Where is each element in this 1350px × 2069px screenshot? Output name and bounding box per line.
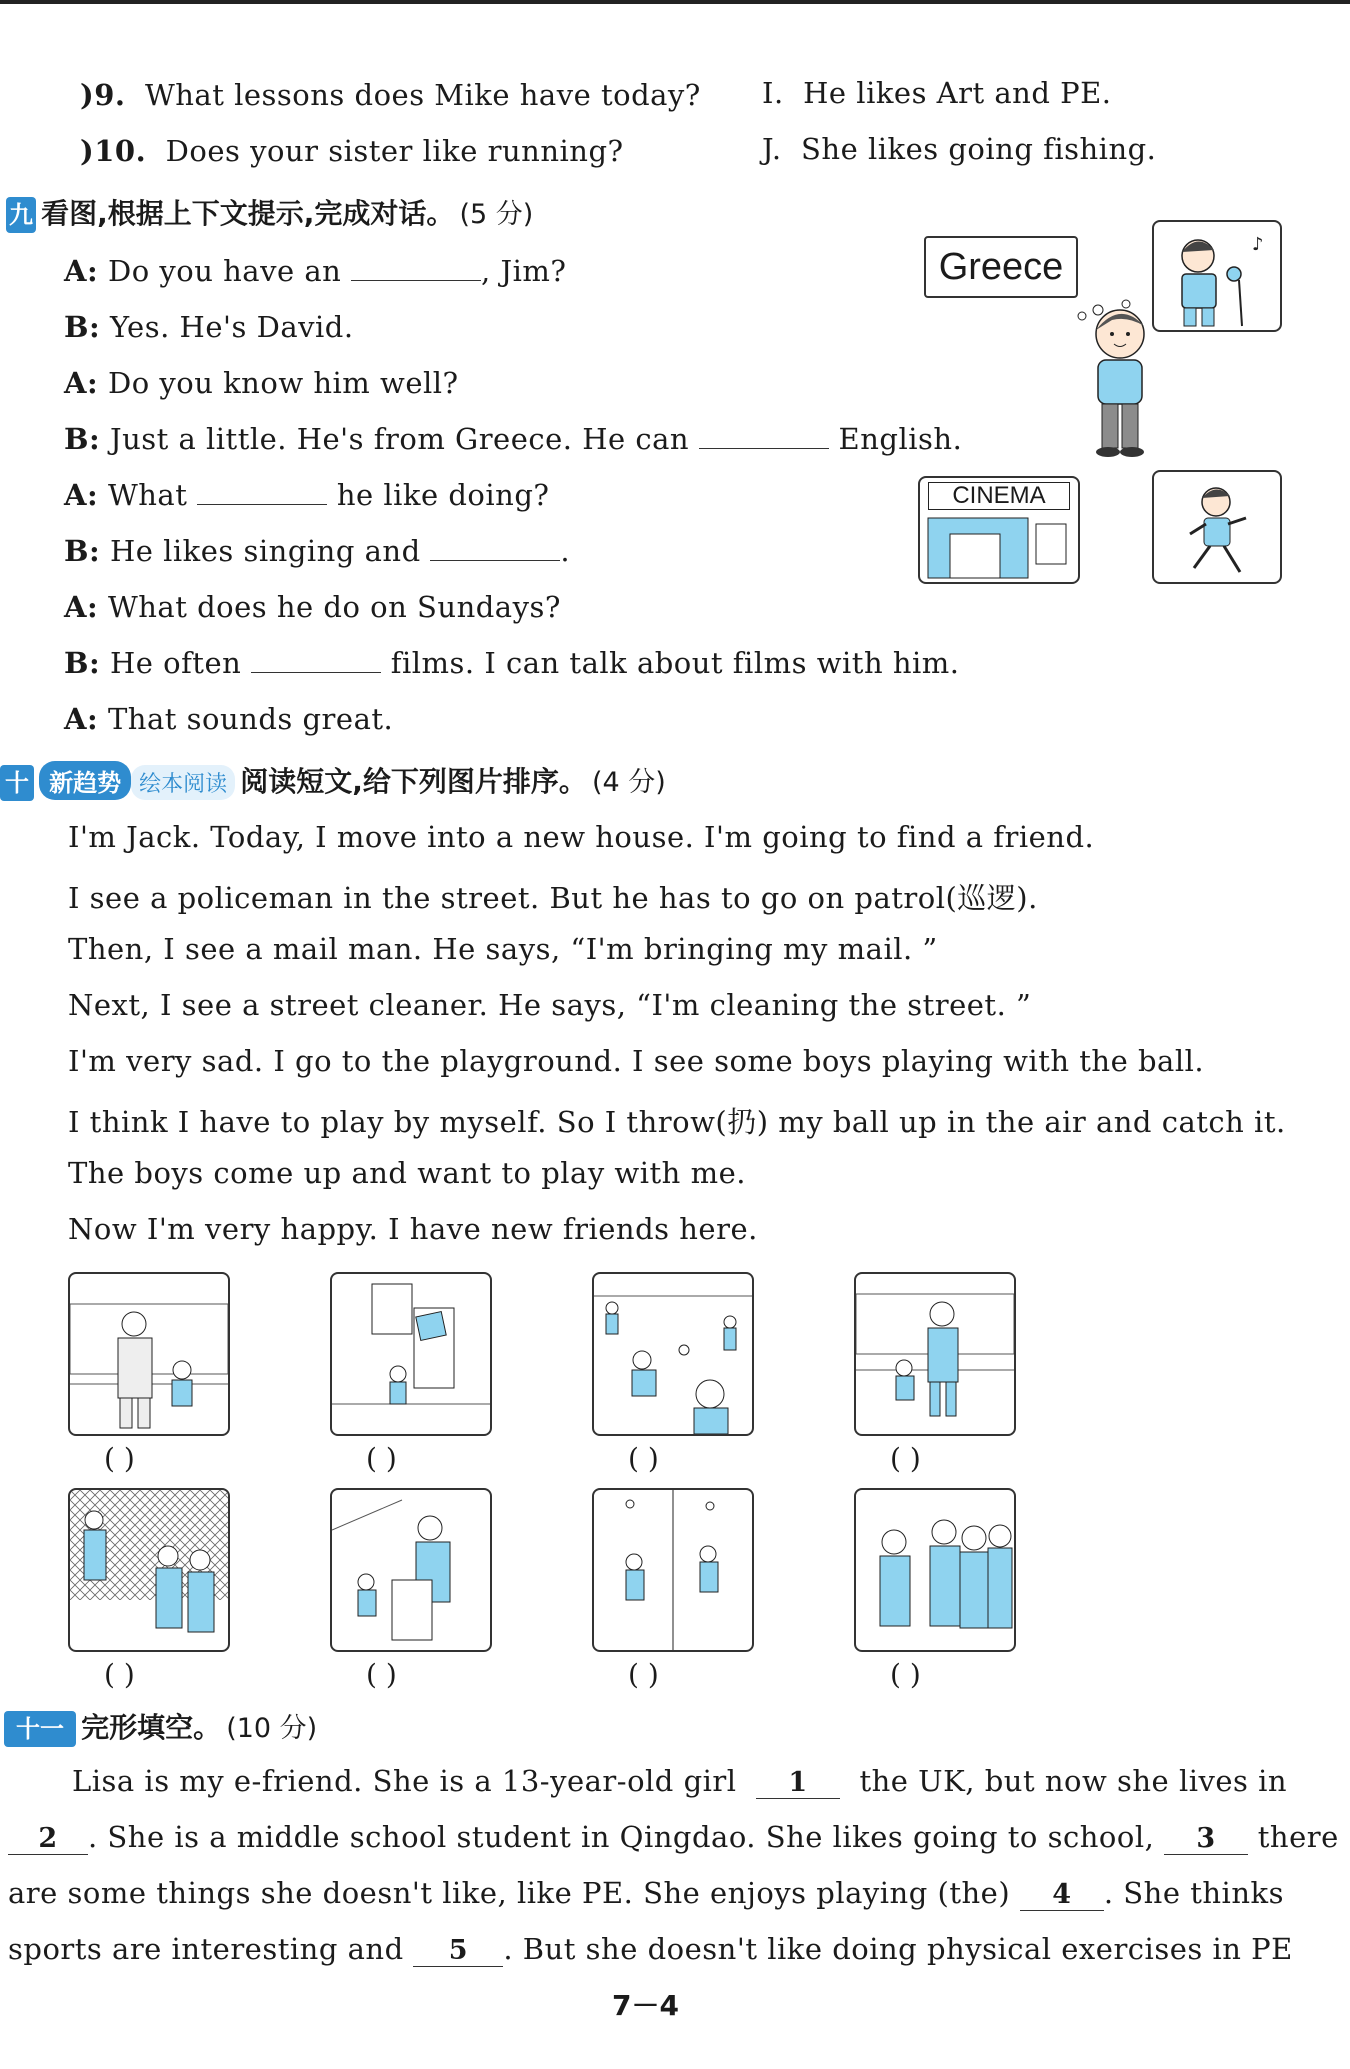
section-10-score: (4 分) <box>591 767 666 798</box>
order-paren-4[interactable]: ( ) <box>890 1442 921 1475</box>
order-paren-3[interactable]: ( ) <box>628 1442 659 1475</box>
running-boy-illustration <box>1154 472 1280 582</box>
picture-playground-boys <box>592 1272 754 1436</box>
greece-sign: Greece <box>924 236 1078 298</box>
svg-text:♪: ♪ <box>1252 234 1264 255</box>
section-11-title: 完形填空。 <box>81 1711 222 1744</box>
page-number: 7－4 <box>612 1989 679 2022</box>
section-9-header <box>6 192 533 233</box>
running-picture <box>1152 470 1282 584</box>
answer-blank-2[interactable] <box>699 422 829 449</box>
dialogue-line-1: A: Do you have an , Jim? <box>64 254 567 288</box>
cloze-line-1: Lisa is my e-friend. She is a 13-year-old girl 1 the UK, but now she lives in <box>72 1764 1288 1798</box>
cloze-blank-5[interactable]: 5 <box>413 1935 503 1967</box>
answer-blank-1[interactable] <box>351 254 481 281</box>
order-paren-7[interactable]: ( ) <box>628 1658 659 1691</box>
passage-line-1: I'm Jack. Today, I move into a new house. I'm going to find a friend. <box>68 820 1095 854</box>
order-paren-1[interactable]: ( ) <box>104 1442 135 1475</box>
top-border <box>0 0 1350 4</box>
passage-line-8: Now I'm very happy. I have new friends here. <box>68 1212 758 1246</box>
cloze-blank-3[interactable]: 3 <box>1164 1823 1248 1855</box>
david-figure <box>1068 296 1168 466</box>
cloze-line-2: 2 . She is a middle school student in Qingdao. She likes going to school, 3 there <box>8 1820 1339 1855</box>
match-answer-j: J. She likes going fishing. <box>762 132 1157 166</box>
cinema-building-illustration <box>920 514 1078 584</box>
section-9-title: 看图,根据上下文提示,完成对话。 <box>41 197 455 230</box>
dialogue-line-2: B: Yes. He's David. <box>64 310 354 344</box>
section-11-badge: 十一 <box>4 1711 76 1747</box>
dialogue-line-6: B: He likes singing and . <box>64 534 571 568</box>
singing-picture <box>1152 220 1282 332</box>
section-11-header <box>4 1706 317 1747</box>
cloze-blank-1[interactable]: 1 <box>756 1767 840 1799</box>
answer-blank-4[interactable] <box>430 534 560 561</box>
match-question-10: )10. Does your sister like running? <box>80 134 624 168</box>
passage-line-3: Then, I see a mail man. He says, “I'm bringing my mail. ” <box>68 932 938 966</box>
new-trend-tag: 新趋势 <box>39 761 131 800</box>
section-9-badge: 九 <box>6 197 36 233</box>
section-10-badge: 十 <box>0 765 34 801</box>
picture-fence-boys <box>68 1488 230 1652</box>
dialogue-line-9: A: That sounds great. <box>64 702 394 736</box>
cloze-blank-2[interactable]: 2 <box>8 1823 88 1855</box>
picture-new-friends <box>854 1488 1016 1652</box>
section-11-score: (10 分) <box>226 1713 318 1744</box>
picture-throw-catch <box>592 1488 754 1652</box>
picture-book-tag: 绘本阅读 <box>131 765 235 800</box>
dialogue-line-3: A: Do you know him well? <box>64 366 459 400</box>
order-paren-5[interactable]: ( ) <box>104 1658 135 1691</box>
passage-line-5: I'm very sad. I go to the playground. I see some boys playing with the ball. <box>68 1044 1205 1078</box>
order-paren-2[interactable]: ( ) <box>366 1442 397 1475</box>
dialogue-line-5: A: What he like doing? <box>64 478 550 512</box>
order-paren-6[interactable]: ( ) <box>366 1658 397 1691</box>
section-10-title: 阅读短文,给下列图片排序。 <box>240 765 587 798</box>
section-9-score: (5 分) <box>459 199 534 230</box>
cloze-blank-4[interactable]: 4 <box>1020 1879 1104 1911</box>
passage-line-7: The boys come up and want to play with me. <box>68 1156 746 1190</box>
order-paren-8[interactable]: ( ) <box>890 1658 921 1691</box>
dialogue-line-4: B: Just a little. He's from Greece. He can English. <box>64 422 963 456</box>
dialogue-line-8: B: He often films. I can talk about films with him. <box>64 646 960 680</box>
dialogue-line-7: A: What does he do on Sundays? <box>64 590 561 624</box>
match-answer-i: I. He likes Art and PE. <box>762 76 1112 110</box>
passage-line-4: Next, I see a street cleaner. He says, “I'm cleaning the street. ” <box>68 988 1032 1022</box>
singing-boy-illustration <box>1154 222 1280 330</box>
cloze-line-3: are some things she doesn't like, like PE. She enjoys playing (the) 4 . She thinks <box>8 1876 1284 1910</box>
picture-moving-house <box>330 1272 492 1436</box>
cloze-line-4: sports are interesting and 5 . But she doesn't like doing physical exercises in PE <box>8 1932 1293 1966</box>
answer-blank-5[interactable] <box>251 646 381 673</box>
picture-street-cleaner <box>330 1488 492 1652</box>
match-question-9: )9. What lessons does Mike have today? <box>80 78 701 112</box>
section-10-header <box>0 760 666 801</box>
passage-line-2: I see a policeman in the street. But he has to go on patrol(巡逻). <box>68 881 1038 915</box>
answer-blank-3[interactable] <box>197 478 327 505</box>
picture-policeman <box>68 1272 230 1436</box>
cinema-sign: CINEMA <box>928 482 1070 510</box>
picture-mailman <box>854 1272 1016 1436</box>
cinema-picture <box>918 476 1080 584</box>
passage-line-6: I think I have to play by myself. So I throw(扔) my ball up in the air and catch it. <box>68 1105 1286 1139</box>
